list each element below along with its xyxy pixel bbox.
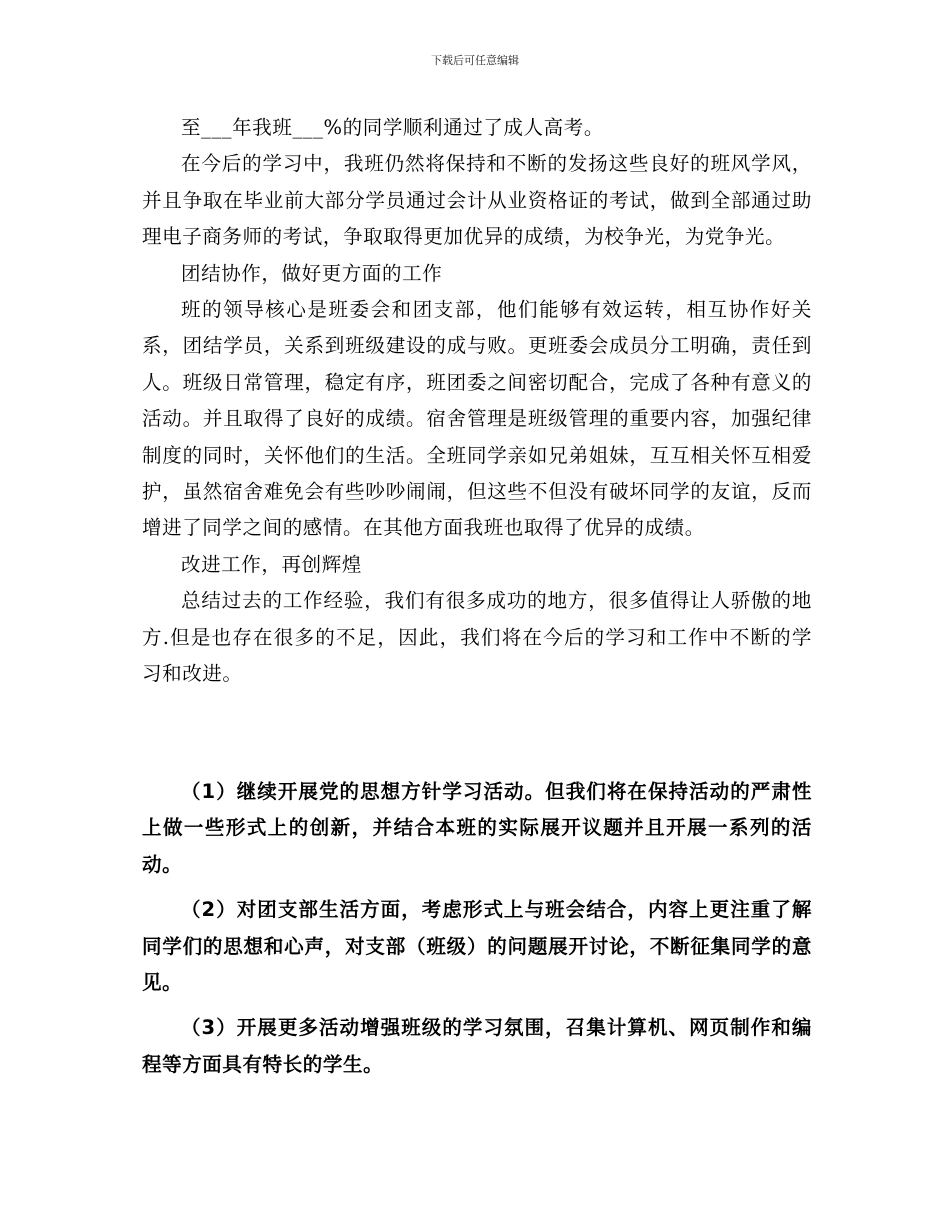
- list-item-2: （2）对团支部生活方面，考虑形式上与班会结合，内容上更注重了解同学们的思想和心声，对支部（班级）的问题展开讨论，不断征集同学的意见。: [142, 898, 812, 995]
- list-item-3: （3）开展更多活动增强班级的学习氛围，召集计算机、网页制作和编程等方面具有特长的学生。: [142, 1016, 812, 1076]
- improvement-list: [142, 774, 812, 1092]
- list-item-1: （1）继续开展党的思想方针学习活动。但我们将在保持活动的严肃性上做一些形式上的创新，并结合本班的实际展开议题并且开展一系列的活动。: [142, 780, 812, 876]
- paragraph-summary: 总结过去的工作经验，我们有很多成功的地方，很多值得让人骄傲的地方.但是也存在很多的不足，因此，我们将在今后的学习和工作中不断的学习和改进。: [142, 589, 812, 686]
- paragraph-future-goals: 在今后的学习中，我班仍然将保持和不断的发扬这些良好的班风学风，并且争取在毕业前大部分学员通过会计从业资格证的考试，做到全部通过助理电子商务师的考试，争取取得更加优异的成绩，为校争光，为党争光。: [142, 152, 812, 249]
- document-body: [142, 110, 812, 693]
- paragraph-pass-rate: 至___年我班___%的同学顺利通过了成人高考。: [181, 116, 604, 139]
- section-heading-teamwork: 团结协作，做好更方面的工作: [181, 261, 443, 285]
- section-heading-improvement: 改进工作，再创辉煌: [181, 552, 362, 576]
- paragraph-leadership: 班的领导核心是班委会和团支部，他们能够有效运转，相互协作好关系，团结学员，关系到班级建设的成与败。更班委会成员分工明确，责任到人。班级日常管理，稳定有序，班团委之间密切配合，完成了各种有意义的活动。并且取得了良好的成绩。宿舍管理是班级管理的重要内容，加强纪律制度的同时，关怀他们的生活。全班同学亲如兄弟姐妹，互互相关怀互相爱护，虽然宿舍难免会有些吵吵闹闹，但这些不但没有破坏同学的友谊，反而增进了同学之间的感情。在其他方面我班也取得了优异的成绩。: [142, 298, 812, 540]
- page-header: 下载后可任意编辑: [431, 54, 519, 67]
